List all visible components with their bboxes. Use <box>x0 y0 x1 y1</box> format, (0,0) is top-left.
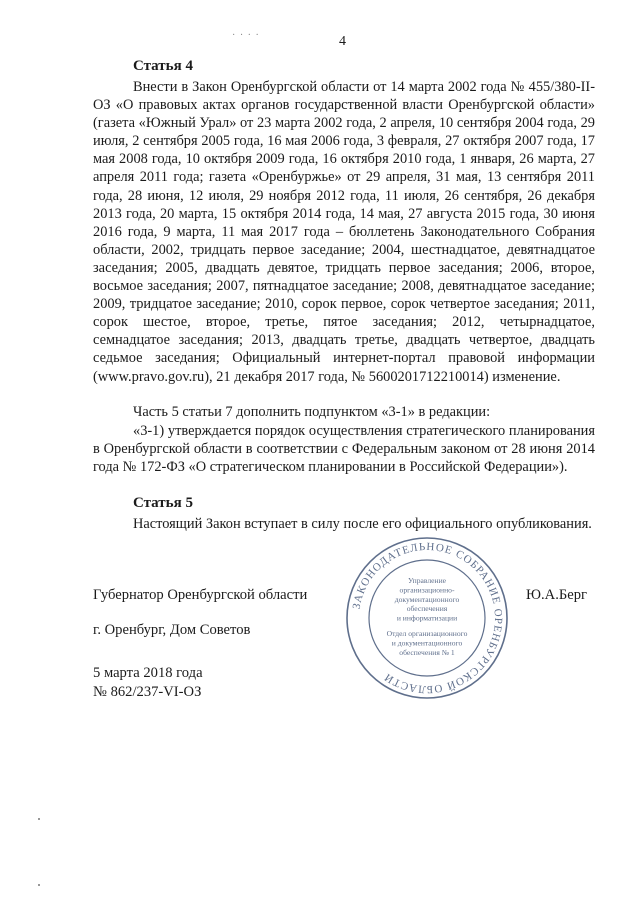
signatory-position: Губернатор Оренбургской области <box>93 587 308 603</box>
signing-date: 5 марта 2018 года <box>93 665 203 681</box>
article-5-heading: Статья 5 <box>133 495 193 511</box>
scan-speck <box>38 818 40 820</box>
page-number: 4 <box>339 34 346 49</box>
seal-inner-line: обеспечения № 1 <box>399 647 455 657</box>
svg-text:ЗАКОНОДАТЕЛЬНОЕ СОБРАНИЕ ОРЕНБ: ЗАКОНОДАТЕЛЬНОЕ СОБРАНИЕ ОРЕНБУРГСКОЙ ОБЛАСТИ <box>350 540 505 696</box>
place-of-signing: г. Оренбург, Дом Советов <box>93 622 251 638</box>
seal-inner-line: документационного <box>394 594 460 604</box>
article-5-paragraph-1: Настоящий Закон вступает в силу после его официального опубликования. <box>133 516 592 532</box>
seal-graphic <box>344 535 510 701</box>
law-number: № 862/237-VI-ОЗ <box>93 684 202 700</box>
top-mark: · · · · <box>232 30 260 41</box>
signatory-name: Ю.А.Берг <box>526 587 587 603</box>
seal-inner-line: Отдел организационного <box>386 629 468 638</box>
article-4-paragraph-3: «3-1) утверждается порядок осуществления стратегического планирования в Оренбургской области в соответствии с Федеральным законом от 28 июня 2014 года № 172-ФЗ «О стратегическом планировании в Российской Федерации»). <box>93 423 595 476</box>
scan-speck <box>38 884 40 886</box>
article-4-paragraph-2: Часть 5 статьи 7 дополнить подпунктом «3-1» в редакции: <box>133 404 491 420</box>
article-4-paragraph-1: Внести в Закон Оренбургской области от 14 марта 2002 года № 455/380-II-ОЗ «О правовых актах органов государственной власти Оренбургской области» (газета «Южный Урал» от 23 марта 2002 года, 2 апреля, 10 сентября 2004 года, 29 июля, 2 сентября 2005 года, 16 мая 2006 года, 3 февраля, 27 октября 2007 года, 17 мая 2008 года, 10 октября 2009 года, 16 октября 2010 года, 1 января, 26 марта, 27 апреля 2011 года; газета «Оренбуржье» от 29 апреля, 31 мая, 13 сентября 2011 года, 28 июня, 12 июля, 29 ноября 2012 года, 11 июля, 26 сентября, 26 декабря 2013 года, 20 марта, 15 октября 2014 года, 14 мая, 27 августа 2015 года, 30 июня 2016 года, 9 марта, 11 мая 2017 года – бюллетень Законодательного Собрания области, 2002, тридцать первое заседание; 2004, шестнадцатое, девятнадцатое заседания; 2005, двадцать девятое, тридцать первое заседания; 2006, второе, восьмое заседания; 2007, пятнадцатое заседание; 2008, девятнадцатое заседание; 2009, тридцатое заседание; 2010, сорок первое, сорок четвертое заседания; 2011, сорок шестое, второе, третье, пятое заседания; 2012, четырнадцатое, семнадцатое заседания; 2013, двадцать третье, двадцать четвертое, двадцать седьмое заседания; Официальный интернет-портал правовой информации (www.pravo.gov.ru), 21 декабря 2017 года, № 5600201712210014) изменение. <box>93 79 595 385</box>
seal-inner-line: обеспечения <box>406 604 448 614</box>
seal-inner-line: и документационного <box>391 638 463 648</box>
seal-inner-line: и информатизации <box>396 613 458 623</box>
article-4-heading: Статья 4 <box>133 58 193 74</box>
official-seal <box>344 535 510 701</box>
seal-inner-line: Управление <box>407 576 447 585</box>
seal-inner-line: организационно- <box>399 585 455 595</box>
